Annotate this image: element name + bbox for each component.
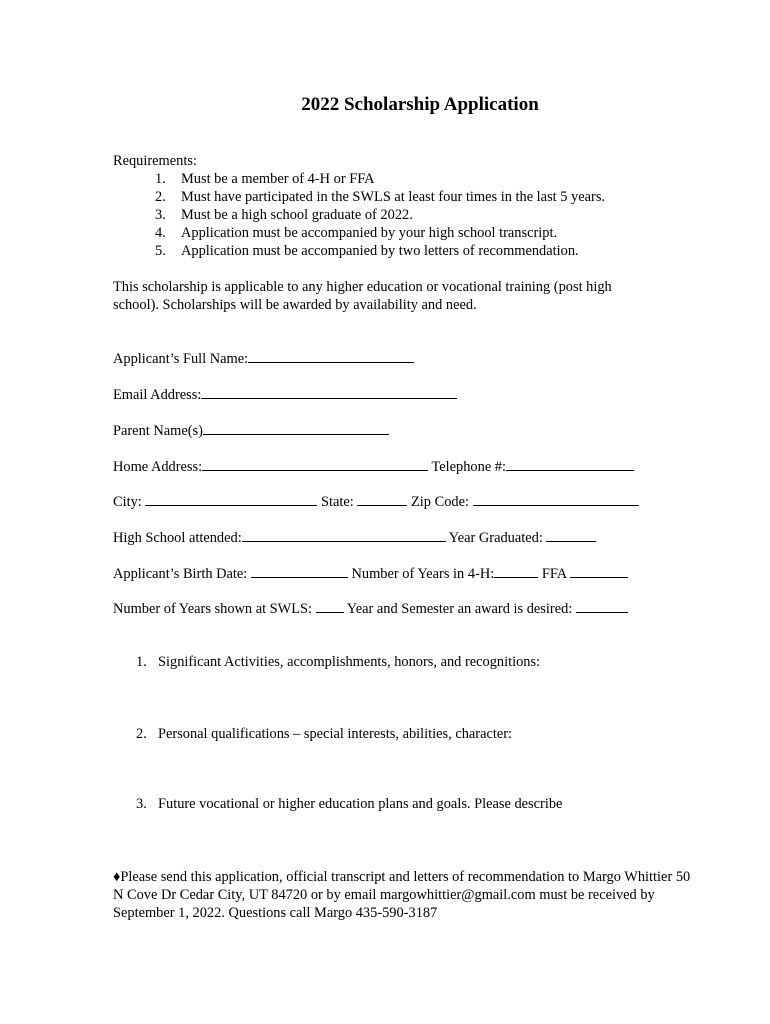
page-title: 2022 Scholarship Application [301,94,539,115]
question-3 [136,795,562,813]
parent-field[interactable] [203,421,389,435]
full-name-row [113,349,414,368]
parent-label: Parent Name(s) [113,423,203,439]
ffa-label: FFA [541,566,567,582]
item-number: 4. [155,225,166,241]
question-number: 1. [136,654,147,670]
high-school-label: High School attended: [113,530,242,546]
item-number: 5. [155,243,166,259]
home-address-label: Home Address: [113,459,203,475]
city-label: City: [113,494,142,510]
email-label: Email Address: [113,387,202,403]
year-semester-label: Year and Semester an award is desired: [346,601,573,617]
years-swls-label: Number of Years shown at SWLS: [113,601,313,617]
list-item [155,170,605,188]
birth-date-field[interactable] [251,564,348,578]
year-graduated-field[interactable] [546,528,596,542]
state-label: State: [321,494,354,510]
list-item [155,224,605,242]
email-row [113,385,457,404]
city-field[interactable] [145,492,317,506]
telephone-field[interactable] [506,457,634,471]
year-graduated-label: Year Graduated: [448,530,543,546]
submission-instructions [113,868,733,922]
question-2 [136,725,512,743]
email-field[interactable] [201,385,457,399]
eligibility-paragraph: This scholarship is applicable to any higher education or vocational training (post high school). Scholarships will be awarded by availability and need. [113,279,612,313]
footer-line: N Cove Dr Cedar City, UT 84720 or by email margowhittier@gmail.com must be received by [113,887,655,903]
address-row [113,457,634,476]
high-school-row [113,528,596,547]
years-4h-label: Number of Years in 4-H: [351,566,495,582]
item-text: Application must be accompanied by your high school transcript. [181,225,558,241]
item-text: Must be a member of 4-H or FFA [181,171,375,187]
home-address-field[interactable] [202,457,428,471]
question-text: Future vocational or higher education plans and goals. Please describe [158,796,563,812]
birth-date-row [113,564,628,583]
year-semester-field[interactable] [576,599,628,613]
birth-date-label: Applicant’s Birth Date: [113,566,248,582]
swls-row [113,599,628,618]
high-school-field[interactable] [242,528,446,542]
item-text: Application must be accompanied by two letters of recommendation. [181,243,579,259]
item-text: Must be a high school graduate of 2022. [181,207,413,223]
full-name-field[interactable] [248,349,414,363]
requirements-label: Requirements: [113,153,197,169]
list-item [155,242,605,260]
ffa-field[interactable] [570,564,628,578]
state-field[interactable] [357,492,407,506]
list-item [155,206,605,224]
full-name-label: Applicant’s Full Name: [113,351,249,367]
zip-field[interactable] [473,492,639,506]
city-row [113,492,639,511]
requirements-list [155,170,605,260]
footer-line: ♦Please send this application, official transcript and letters of recommendation to Margo Whittier 50 [113,869,691,885]
question-text: Significant Activities, accomplishments, honors, and recognitions: [158,654,541,670]
question-number: 3. [136,796,147,812]
item-text: Must have participated in the SWLS at least four times in the last 5 years. [181,189,606,205]
telephone-label: Telephone #: [431,459,507,475]
parent-row [113,421,389,440]
item-number: 1. [155,171,166,187]
years-4h-field[interactable] [494,564,538,578]
item-number: 2. [155,189,166,205]
item-number: 3. [155,207,166,223]
question-number: 2. [136,726,147,742]
zip-label: Zip Code: [411,494,469,510]
question-text: Personal qualifications – special interests, abilities, character: [158,726,513,742]
question-1 [136,653,540,671]
list-item [155,188,605,206]
years-swls-field[interactable] [316,599,344,613]
footer-line: September 1, 2022. Questions call Margo 435-590-3187 [113,905,438,921]
